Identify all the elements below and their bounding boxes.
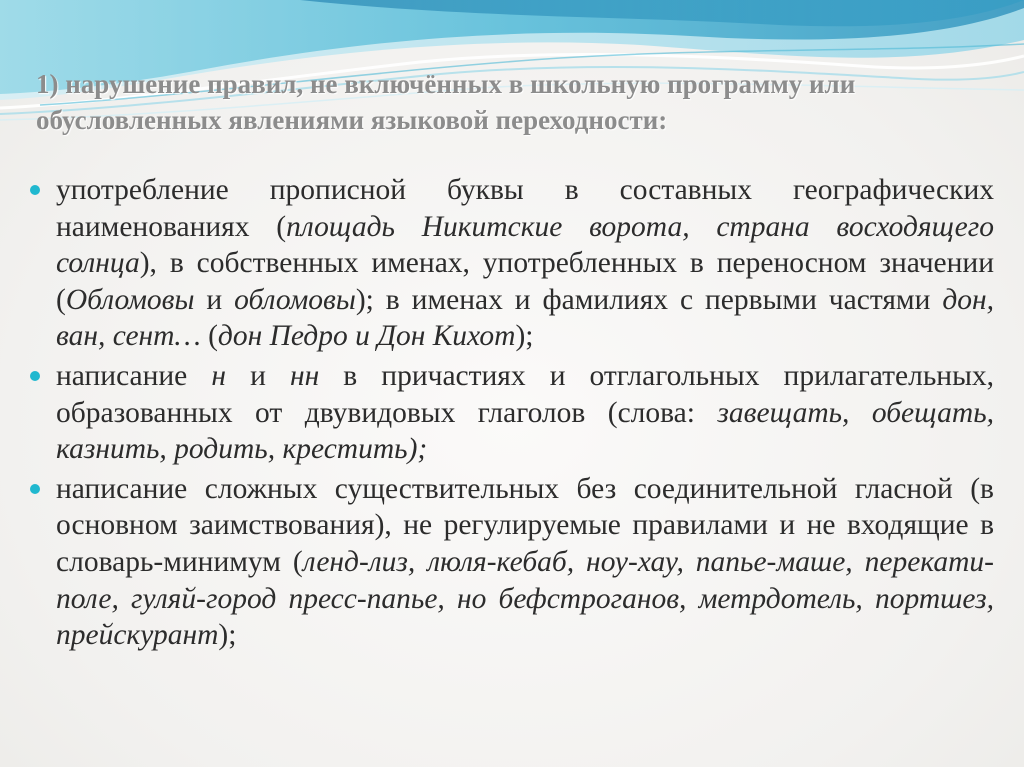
bullet-item xyxy=(30,471,994,654)
example-text: н xyxy=(211,359,226,392)
bullet-text: ); в именах и фамилиях с первыми частями xyxy=(355,283,943,316)
bullet-item xyxy=(30,358,994,468)
example-text: дон, ван, сент… xyxy=(56,283,994,353)
bullet-text: и xyxy=(194,283,235,316)
example-text: ленд-лиз, люля-кебаб, ноу-хау, папье-маше, перекати-поле, гуляй-город пресс-папье, но бефстроганов, метрдотель, портшез, прейскурант xyxy=(56,545,994,652)
example-text: площадь Никитские ворота, страна восходящего солнца xyxy=(56,210,994,280)
slide-title: 1) нарушение правил, не включённых в школьную программу или обусловленных явлениями языковой переходности: xyxy=(36,69,856,135)
bullet-dot-icon xyxy=(30,484,40,494)
example-text: нн xyxy=(289,359,320,392)
bullet-text: ( xyxy=(200,320,218,353)
bullet-text: написание xyxy=(56,359,212,392)
bullet-text: ); xyxy=(218,619,237,652)
bullet-text: ), в собственных именах, употребленных в переносном значении ( xyxy=(56,247,994,316)
bullet-text: ); xyxy=(515,320,534,353)
example-text: Обломовы xyxy=(65,283,195,316)
bullet-item xyxy=(30,172,994,355)
example-text: обломовы xyxy=(234,283,356,316)
example-text: дон Педро и Дон Кихот xyxy=(217,320,516,353)
bullet-dot-icon xyxy=(30,185,40,195)
bullet-dot-icon xyxy=(30,371,40,381)
bullet-text: употребление прописной буквы в составных географических наименованиях ( xyxy=(56,174,994,243)
bullet-text: в причастиях и отглагольных прилагательных, образованных от двувидовых глаголов (слова: xyxy=(56,359,995,429)
example-text: завещать, обещать, казнить, родить, крестить); xyxy=(56,396,994,466)
bullet-list xyxy=(30,172,994,657)
bullet-text: написание сложных существительных без соединительной гласной (в основном заимствования), не регулируемые правилами и не входящие в словарь-минимум ( xyxy=(56,472,994,578)
bullet-text: и xyxy=(226,359,290,392)
